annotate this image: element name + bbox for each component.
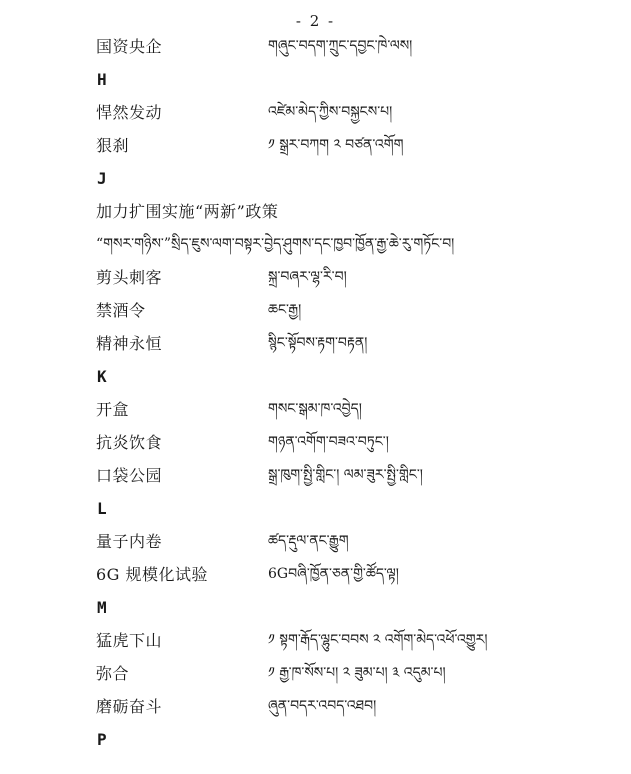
glossary-entry	[0, 30, 631, 63]
tibetan-term: 6Gབཞི་ཁྱོན་ཅན་གྱི་ཚོད་ལྟ།	[268, 566, 399, 582]
section-heading-row	[0, 63, 631, 96]
tibetan-term: “གསར་གཉིས་”སྲིད་ཇུས་ལག་བསྟར་བྱེད་ཤུགས་དང་ཁྱབ་ཁྱོན་རྒྱ་ཆེ་རུ་གཏོང་བ།	[96, 236, 455, 252]
glossary-entry	[0, 657, 631, 690]
section-letter: K	[97, 367, 107, 386]
chinese-term: 狠刹	[96, 136, 130, 155]
tibetan-term: སྙིང་སྟོབས་རྟག་བརྟན།	[268, 335, 368, 351]
tibetan-term: ཞུན་བདར་འབད་འཐབ།	[268, 698, 377, 714]
glossary-list	[0, 30, 631, 756]
section-heading-row	[0, 360, 631, 393]
tibetan-term: འཛེམ་མེད་ཀྱིས་བསྐྱངས་པ།	[268, 104, 393, 120]
tibetan-term: སྒྲ་ཁུག་སྤྱི་གླིང་། ལམ་ཟུར་སྤྱི་གླིང་།	[268, 467, 423, 483]
tibetan-term: ཆང་རྒྱ།	[268, 302, 302, 318]
section-heading-row	[0, 492, 631, 525]
glossary-entry	[0, 558, 631, 591]
glossary-entry	[0, 525, 631, 558]
tibetan-term: ༡ རྒྱ་ཁ་སོས་པ། ༢ ཟུམ་པ། ༣ འདུམ་པ།	[268, 665, 446, 681]
chinese-term: 加力扩围实施“两新”政策	[96, 202, 279, 221]
chinese-term: 磨砺奋斗	[96, 697, 163, 716]
section-letter: L	[97, 499, 107, 518]
glossary-entry	[0, 426, 631, 459]
chinese-term: 猛虎下山	[96, 631, 163, 650]
section-heading-row	[0, 591, 631, 624]
section-letter: P	[97, 730, 107, 749]
tibetan-term: གསང་སྒམ་ཁ་འབྱེད།	[268, 401, 362, 417]
glossary-translation-row	[0, 228, 631, 261]
tibetan-term: སྐྲ་བཞར་ལྷ་རི་བ།	[268, 269, 347, 285]
chinese-term: 6G 规模化试验	[96, 565, 209, 584]
glossary-entry	[0, 129, 631, 162]
page-number: - 2 -	[295, 12, 336, 30]
glossary-entry	[0, 393, 631, 426]
chinese-term: 国资央企	[96, 37, 163, 56]
section-letter: M	[97, 598, 107, 617]
glossary-entry	[0, 327, 631, 360]
glossary-entry	[0, 96, 631, 129]
section-heading-row	[0, 723, 631, 756]
glossary-entry	[0, 690, 631, 723]
chinese-term: 悍然发动	[96, 103, 163, 122]
section-letter: J	[97, 169, 107, 188]
glossary-entry	[0, 261, 631, 294]
chinese-term: 量子内卷	[96, 532, 163, 551]
glossary-entry	[0, 195, 631, 228]
chinese-term: 剪头刺客	[96, 268, 163, 287]
glossary-entry	[0, 294, 631, 327]
glossary-entry	[0, 459, 631, 492]
tibetan-term: ༡ སྟག་རྒོད་ལྷུང་བབས ༢ འགོག་མེད་འཕོ་འགྱུར།	[268, 632, 488, 648]
chinese-term: 口袋公园	[96, 466, 163, 485]
chinese-term: 禁酒令	[96, 301, 146, 320]
tibetan-term: གཉན་འགོག་བཟའ་བཏུང་།	[268, 434, 389, 450]
chinese-term: 弥合	[96, 664, 130, 683]
section-letter: H	[97, 70, 107, 89]
glossary-entry	[0, 624, 631, 657]
tibetan-term: གཞུང་བདག་ཀྲུང་དབྱང་ཁེ་ལས།	[268, 38, 413, 54]
chinese-term: 开盒	[96, 400, 130, 419]
tibetan-term: ༡ སྒྲར་བཀག ༢ བཙན་འགོག	[268, 137, 404, 153]
section-heading-row	[0, 162, 631, 195]
chinese-term: 精神永恒	[96, 334, 163, 353]
chinese-term: 抗炎饮食	[96, 433, 163, 452]
tibetan-term: ཚད་རྡུལ་ནང་རྒྱུག	[268, 533, 349, 549]
